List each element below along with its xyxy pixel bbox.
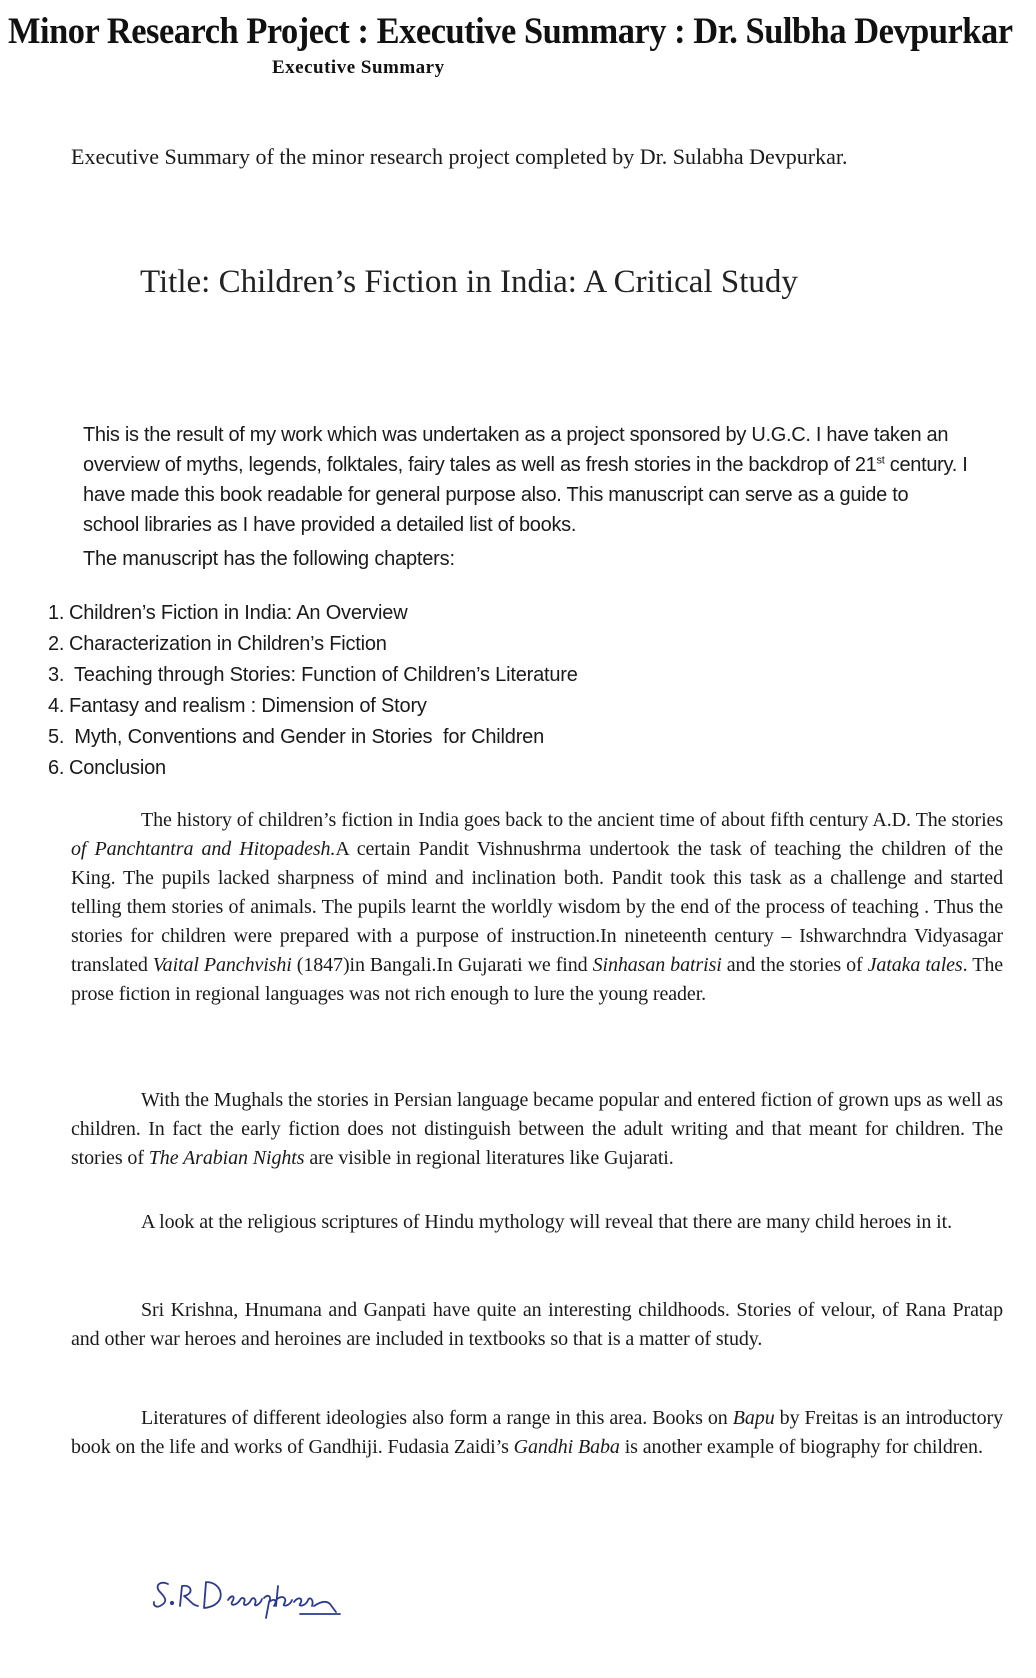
chapter-item [48, 691, 578, 722]
project-text-sup: st [876, 454, 885, 467]
history-italic-title: of Panchtantra and Hitopadesh. [71, 838, 336, 860]
chapter-number: 4. [48, 695, 65, 717]
chapter-title: Fantasy and realism : Dimension of Story [69, 695, 427, 717]
intro-text: Executive Summary of the minor research project completed by Dr. Sulabha Devpurkar. [71, 144, 848, 169]
chapter-list [48, 598, 578, 784]
document-title: Title: Children’s Fiction in India: A Critical Study [140, 264, 798, 300]
chapter-title: Children’s Fiction in India: An Overview [69, 602, 408, 624]
chapter-number: 1. [48, 602, 65, 624]
chapter-title: Myth, Conventions and Gender in Stories for Children [69, 726, 545, 748]
chapter-item [48, 598, 578, 629]
project-text-part2: century. I have made this book readable for general purpose also. This manuscript can serve as a guide to school libraries as I have provided a detailed list of books. [83, 454, 968, 536]
page-title: Minor Research Project : Executive Summary : Dr. Sulbha Devpurkar [8, 11, 1013, 52]
ideologies-text: is another example of biography for children. [619, 1436, 983, 1458]
chapter-title: Teaching through Stories: Function of Children’s Literature [69, 664, 578, 686]
handwritten-signature [150, 1572, 380, 1637]
scriptures-paragraph: A look at the religious scriptures of Hindu mythology will reveal that there are many child heroes in it. [141, 1211, 952, 1233]
history-text: . The prose fiction in regional languages was not rich enough to lure the young reader. [71, 954, 1003, 1005]
history-text: The history of children’s fiction in India goes back to the ancient time of about fifth century A.D. The stories [141, 809, 1003, 831]
history-paragraph [71, 806, 1003, 1009]
history-italic-title: Sinhasan batrisi [592, 954, 722, 976]
chapter-title: Conclusion [69, 757, 166, 779]
ideologies-text: by Freitas is an introductory book on the life and works of Gandhiji. Fudasia Zaidi’s [71, 1407, 1003, 1458]
ideologies-paragraph [71, 1404, 1003, 1462]
chapter-number: 6. [48, 757, 65, 779]
history-text: and the stories of [721, 954, 868, 976]
mughals-text: are visible in regional literatures like Gujarati. [304, 1147, 674, 1169]
chapter-item [48, 629, 578, 660]
page-subtitle: Executive Summary [272, 57, 445, 78]
history-text: A certain Pandit Vishnushrma undertook the task of teaching the children of the King. The pupils lacked sharpness of mind and inclination both. Pandit took this task as a challenge and started telling them stories of animals. The pupils learnt the worldly wisdom by the end of the process of teaching . Thus the stories for children were prepared with a purpose of instruction.In nineteenth century – Ishwarchndra Vidyasagar translated [71, 838, 1003, 976]
chapter-number: 5. [48, 726, 65, 748]
chapter-number: 2. [48, 633, 65, 655]
heroes-paragraph: Sri Krishna, Hnumana and Ganpati have quite an interesting childhoods. Stories of velour, of Rana Pratap and other war heroes and heroines are included in textbooks so that is a matter of study. [71, 1299, 1003, 1350]
chapter-item [48, 753, 578, 784]
project-text-part1: This is the result of my work which was undertaken as a project sponsored by U.G.C. I have taken an overview of myths, legends, folktales, fairy tales as well as fresh stories in the backdrop of 21 [83, 424, 949, 476]
chapter-number: 3. [48, 664, 65, 686]
mughals-text: With the Mughals the stories in Persian language became popular and entered fiction of grown ups as well as children. In fact the early fiction does not distinguish between the adult writing and that meant for children. The stories of [71, 1089, 1003, 1169]
ideologies-italic-title: Bapu [732, 1407, 775, 1429]
project-paragraph [83, 420, 968, 540]
chapter-item [48, 660, 578, 691]
history-italic-title: Vaital Panchvishi [152, 954, 292, 976]
chapter-item [48, 722, 578, 753]
history-text: (1847)in Bangali.In Gujarati we find [291, 954, 593, 976]
chapter-title: Characterization in Children’s Fiction [69, 633, 387, 655]
ideologies-text: Literatures of different ideologies also form a range in this area. Books on [141, 1407, 733, 1429]
ideologies-italic-title: Gandhi Baba [513, 1436, 620, 1458]
chapters-intro: The manuscript has the following chapters: [83, 548, 455, 570]
mughals-paragraph [71, 1086, 1003, 1173]
history-italic-title: Jataka tales [867, 954, 963, 976]
mughals-italic-title: The Arabian Nights [148, 1147, 305, 1169]
